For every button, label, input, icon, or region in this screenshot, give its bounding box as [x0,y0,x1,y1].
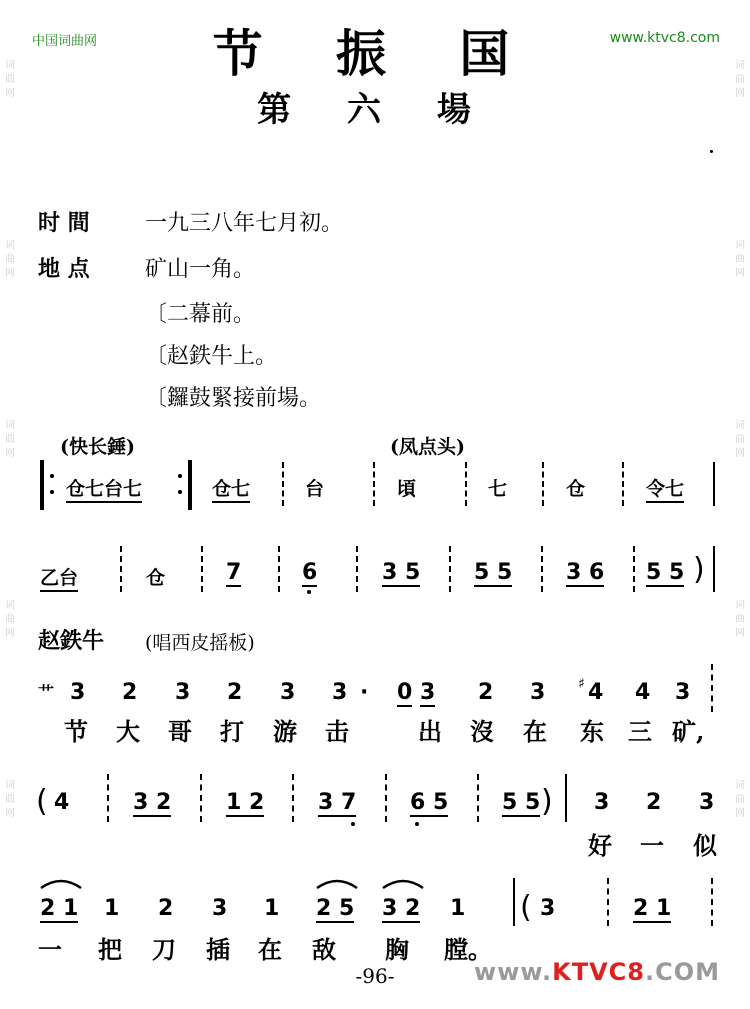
barline [711,878,715,926]
note: 2 [227,680,243,705]
note-group: 2 1 [633,896,672,921]
note-group: 5 5 [502,790,541,815]
watermark-char: 词 [5,780,15,791]
note-group: 3 7 [318,790,357,815]
note: 2 [478,680,494,705]
lyric: 大 [116,717,140,746]
note: 4 [588,680,604,705]
watermark-char: 网 [735,628,745,639]
note: 3 [699,790,715,815]
place-value: 矿山一角。 [145,257,256,282]
stage-direction: 〔二幕前。 [145,302,256,327]
watermark-char: 网 [5,268,15,279]
note: 3 [212,896,228,921]
logo-prefix: www. [474,958,553,986]
barline [282,462,286,506]
barline [542,462,546,506]
watermark-char: 曲 [5,794,15,805]
note: 3 [420,680,436,705]
lyric: 游 [273,717,297,746]
close-paren: ) [693,552,705,587]
barline [120,546,124,592]
barline [107,774,111,822]
barline [449,546,453,592]
lyric: 好 [588,831,612,860]
watermark-char: 网 [5,88,15,99]
barline [711,664,715,712]
barline [541,546,545,592]
repeat-dot [50,474,54,478]
watermark-char: 词 [735,240,745,251]
note: 3 [332,680,348,705]
barline [201,546,205,592]
scene-subtitle: 第 六 場 [257,90,493,130]
source-site-link[interactable]: www.ktvc8.com [609,30,720,46]
lyric: 打 [220,717,244,746]
lyric: 在 [258,935,282,964]
lyric: 把 [98,935,122,964]
singing-style: (唱西皮摇板) [145,632,255,654]
watermark-char: 词 [5,60,15,71]
lyric: 在 [523,717,547,746]
stage-direction: 〔赵鉄牛上。 [145,344,278,369]
open-paren: ( [520,890,532,925]
percussion-syllables: 乙台 [40,563,78,592]
lyric: 哥 [168,717,192,746]
watermark-char: 曲 [735,254,745,265]
note-group: 5 5 [646,560,685,585]
octave-dot [307,590,311,594]
repeat-end-barline [188,460,192,510]
open-paren: ( [36,784,48,819]
logo-brand: KTVC8 [552,958,645,986]
note: 4 [635,680,651,705]
barline [465,462,469,506]
note-group: 3 2 [382,896,421,921]
page-number: -96- [355,964,395,988]
watermark-char: 曲 [735,614,745,625]
watermark-char: 词 [735,60,745,71]
percussion-syllables: 令七 [646,474,684,503]
note-group: 7 [226,560,242,585]
lyric: 插 [206,935,230,964]
lyric: 东 [580,717,604,746]
percussion-syllables: 仓 [566,478,586,500]
percussion-syllables: 台 [305,478,325,500]
note: 1 [450,896,466,921]
source-site-label: 中国词曲网 [32,34,98,49]
percussion-syllables: 頃 [397,478,417,500]
logo-suffix: .COM [644,958,720,986]
watermark-char: 网 [5,808,15,819]
note-group: 2 1 [40,896,79,921]
free-meter-sign: 艹 [38,683,55,702]
slur [380,876,426,890]
note-group: 5 5 [474,560,513,585]
lyric: 敌 [312,935,336,964]
octave-dot [351,822,355,826]
lyric: 出 [418,717,442,746]
watermark-char: 曲 [735,794,745,805]
barline [607,878,611,926]
repeat-dot [178,490,182,494]
tempo-mark: (快长錘) [60,436,135,458]
note-group: 3 6 [566,560,605,585]
note: 3 [675,680,691,705]
note-group: 6 5 [410,790,449,815]
time-label: 时 間 [38,210,90,236]
barline [292,774,296,822]
watermark-char: 网 [5,628,15,639]
repeat-dot [178,474,182,478]
watermark-char: 曲 [735,434,745,445]
watermark-char: 网 [735,808,745,819]
watermark-char: 词 [735,420,745,431]
barline [477,774,481,822]
watermark-char: 词 [735,600,745,611]
time-value: 一九三八年七月初。 [145,211,344,236]
note-group: 6 [302,560,318,585]
percussion-syllables: 仓 [146,567,166,589]
note: 3 [530,680,546,705]
lyric: 似 [693,831,717,860]
note: 3 [175,680,191,705]
lyric: 击 [325,717,349,746]
lyric: 胸 [385,935,409,964]
lyric: 一 [38,935,62,964]
note: 1 [104,896,120,921]
singer-name: 赵鉄牛 [38,628,105,654]
watermark-char: 词 [5,600,15,611]
octave-dot [415,822,419,826]
barline [200,774,204,822]
note: 3 [594,790,610,815]
lyric: 节 [64,717,88,746]
barline [513,878,515,926]
repeat-start-barline [40,460,44,510]
watermark-char: 网 [5,448,15,459]
stray-dot [710,150,713,153]
lyric: 刀 [152,935,176,964]
watermark-char: 网 [735,268,745,279]
sharp-sign: ♯ [578,676,585,692]
note: 3 [540,896,556,921]
watermark-char: 曲 [5,434,15,445]
slur [38,876,84,890]
lyric: 矿, [672,717,705,746]
barline [713,462,715,506]
watermark-char: 网 [735,448,745,459]
lyric: 三 [628,717,652,746]
lyric: 膛。 [444,935,492,964]
barline [565,774,567,822]
note: 2 [158,896,174,921]
note-group: 3 2 [133,790,172,815]
dot-note: · [360,680,369,705]
watermark-char: 曲 [5,74,15,85]
barline [633,546,637,592]
note: 1 [264,896,280,921]
note: 2 [122,680,138,705]
close-paren: ) [541,784,553,819]
watermark-char: 词 [5,420,15,431]
slur [314,876,360,890]
barline [356,546,360,592]
note: 0 [397,680,413,705]
lyric: 一 [640,831,664,860]
note-group: 1 2 [226,790,265,815]
barline [373,462,377,506]
footer-site-logo[interactable] [474,958,720,986]
barline [713,546,715,592]
stage-direction: 〔鑼鼓緊接前場。 [145,386,322,411]
note-group: 3 5 [382,560,421,585]
barline [385,774,389,822]
note: 4 [54,790,70,815]
watermark-char: 网 [735,88,745,99]
barline [622,462,626,506]
lyric: 沒 [470,717,494,746]
watermark-char: 曲 [5,614,15,625]
repeat-dot [50,490,54,494]
watermark-char: 词 [735,780,745,791]
watermark-char: 词 [5,240,15,251]
percussion-syllables: 七 [488,478,508,500]
note: 3 [280,680,296,705]
watermark-char: 曲 [735,74,745,85]
barline [278,546,282,592]
tempo-mark: (凤点头) [390,436,465,458]
place-label: 地 点 [38,256,90,282]
page-title: 节 振 国 [212,24,538,83]
note-group: 2 5 [316,896,355,921]
note: 2 [646,790,662,815]
percussion-syllables: 仓七台七 [66,474,142,503]
note: 3 [70,680,86,705]
percussion-syllables: 仓七 [212,474,250,503]
watermark-char: 曲 [5,254,15,265]
